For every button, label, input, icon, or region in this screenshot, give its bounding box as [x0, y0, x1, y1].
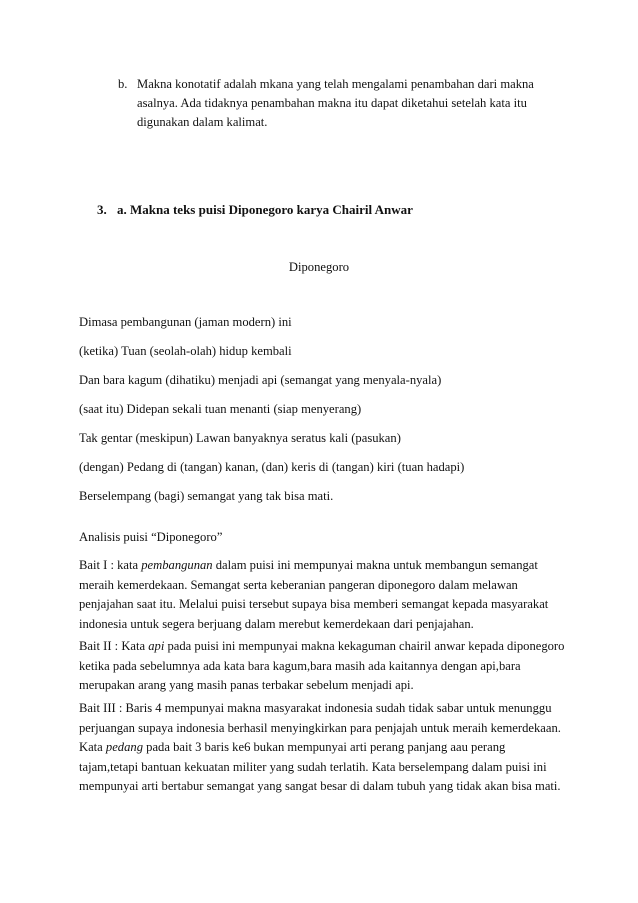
- poem-line: Berselempang (bagi) semangat yang tak bisa mati.: [79, 489, 334, 503]
- paragraph-text: pada puisi ini mempunyai makna kekaguman chairil anwar kepada diponegoro ketika pada sebelumnya ada kata bara kagum,bara masih ada kaitannya dengan api,bara merupakan arang yang masih panas terbakar sebelum menjadi api.: [79, 639, 565, 692]
- paragraph-lead: Bait I : kata: [79, 558, 142, 572]
- section-number: 3.: [97, 202, 107, 217]
- poem-line: (saat itu) Didepan sekali tuan menanti (siap menyerang): [79, 402, 362, 416]
- poem-line: (ketika) Tuan (seolah-olah) hidup kembali: [79, 344, 292, 358]
- analysis-title: Analisis puisi “Diponegoro”: [79, 530, 223, 544]
- section-title: a. Makna teks puisi Diponegoro karya Chairil Anwar: [117, 202, 413, 217]
- italic-term: api: [148, 639, 165, 653]
- list-item-b: [118, 75, 568, 132]
- analysis-paragraph-bait-3: [79, 699, 567, 797]
- poem-line: Dimasa pembangunan (jaman modern) ini: [79, 315, 292, 329]
- analysis-paragraph-bait-2: [79, 637, 567, 696]
- poem-title: Diponegoro: [288, 260, 350, 274]
- paragraph-lead: Bait II : Kata: [79, 639, 149, 653]
- poem-line: Dan bara kagum (dihatiku) menjadi api (semangat yang menyala-nyala): [79, 373, 442, 387]
- paragraph-text: dalam puisi ini mempunyai makna untuk membangun semangat meraih kemerdekaan. Semangat serta keberanian pangeran diponegoro dalam melawan penjajahan saat itu. Melalui puisi tersebut supaya bisa memberi semangat kepada masyarakat indonesia untuk segera berjuang dalam merebut kemerdekaan dari penjajahan.: [79, 558, 549, 631]
- section-heading: [97, 202, 413, 218]
- analysis-paragraph-bait-1: [79, 556, 567, 634]
- italic-term: pembangunan: [141, 558, 213, 572]
- italic-term: pedang: [105, 740, 143, 754]
- paragraph-lead: Bait III : Baris 4 mempunyai makna masyarakat indonesia sudah tidak sabar untuk menunggu perjuangan supaya indonesia berhasil menyingkirkan para penjajah untuk meraih kemerdekaan. Kata: [79, 701, 561, 754]
- poem-line: Tak gentar (meskipun) Lawan banyaknya seratus kali (pasukan): [79, 431, 401, 445]
- list-marker: b.: [118, 77, 128, 91]
- paragraph-text: pada bait 3 baris ke6 bukan mempunyai arti perang panjang aau perang tajam,tetapi bantuan kekuatan militer yang sudah terlatih. Kata berselempang dalam puisi ini mempunyai arti bertabur semangat yang sangat besar di dalam tubuh yang tidak akan bisa mati.: [79, 740, 561, 793]
- list-item-text: Makna konotatif adalah mkana yang telah mengalami penambahan dari makna asalnya. Ada tidaknya penambahan makna itu dapat diketahui setelah kata itu digunakan dalam kalimat.: [137, 77, 534, 129]
- poem-line: (dengan) Pedang di (tangan) kanan, (dan) keris di (tangan) kiri (tuan hadapi): [79, 460, 465, 474]
- poem-lines: [79, 313, 464, 516]
